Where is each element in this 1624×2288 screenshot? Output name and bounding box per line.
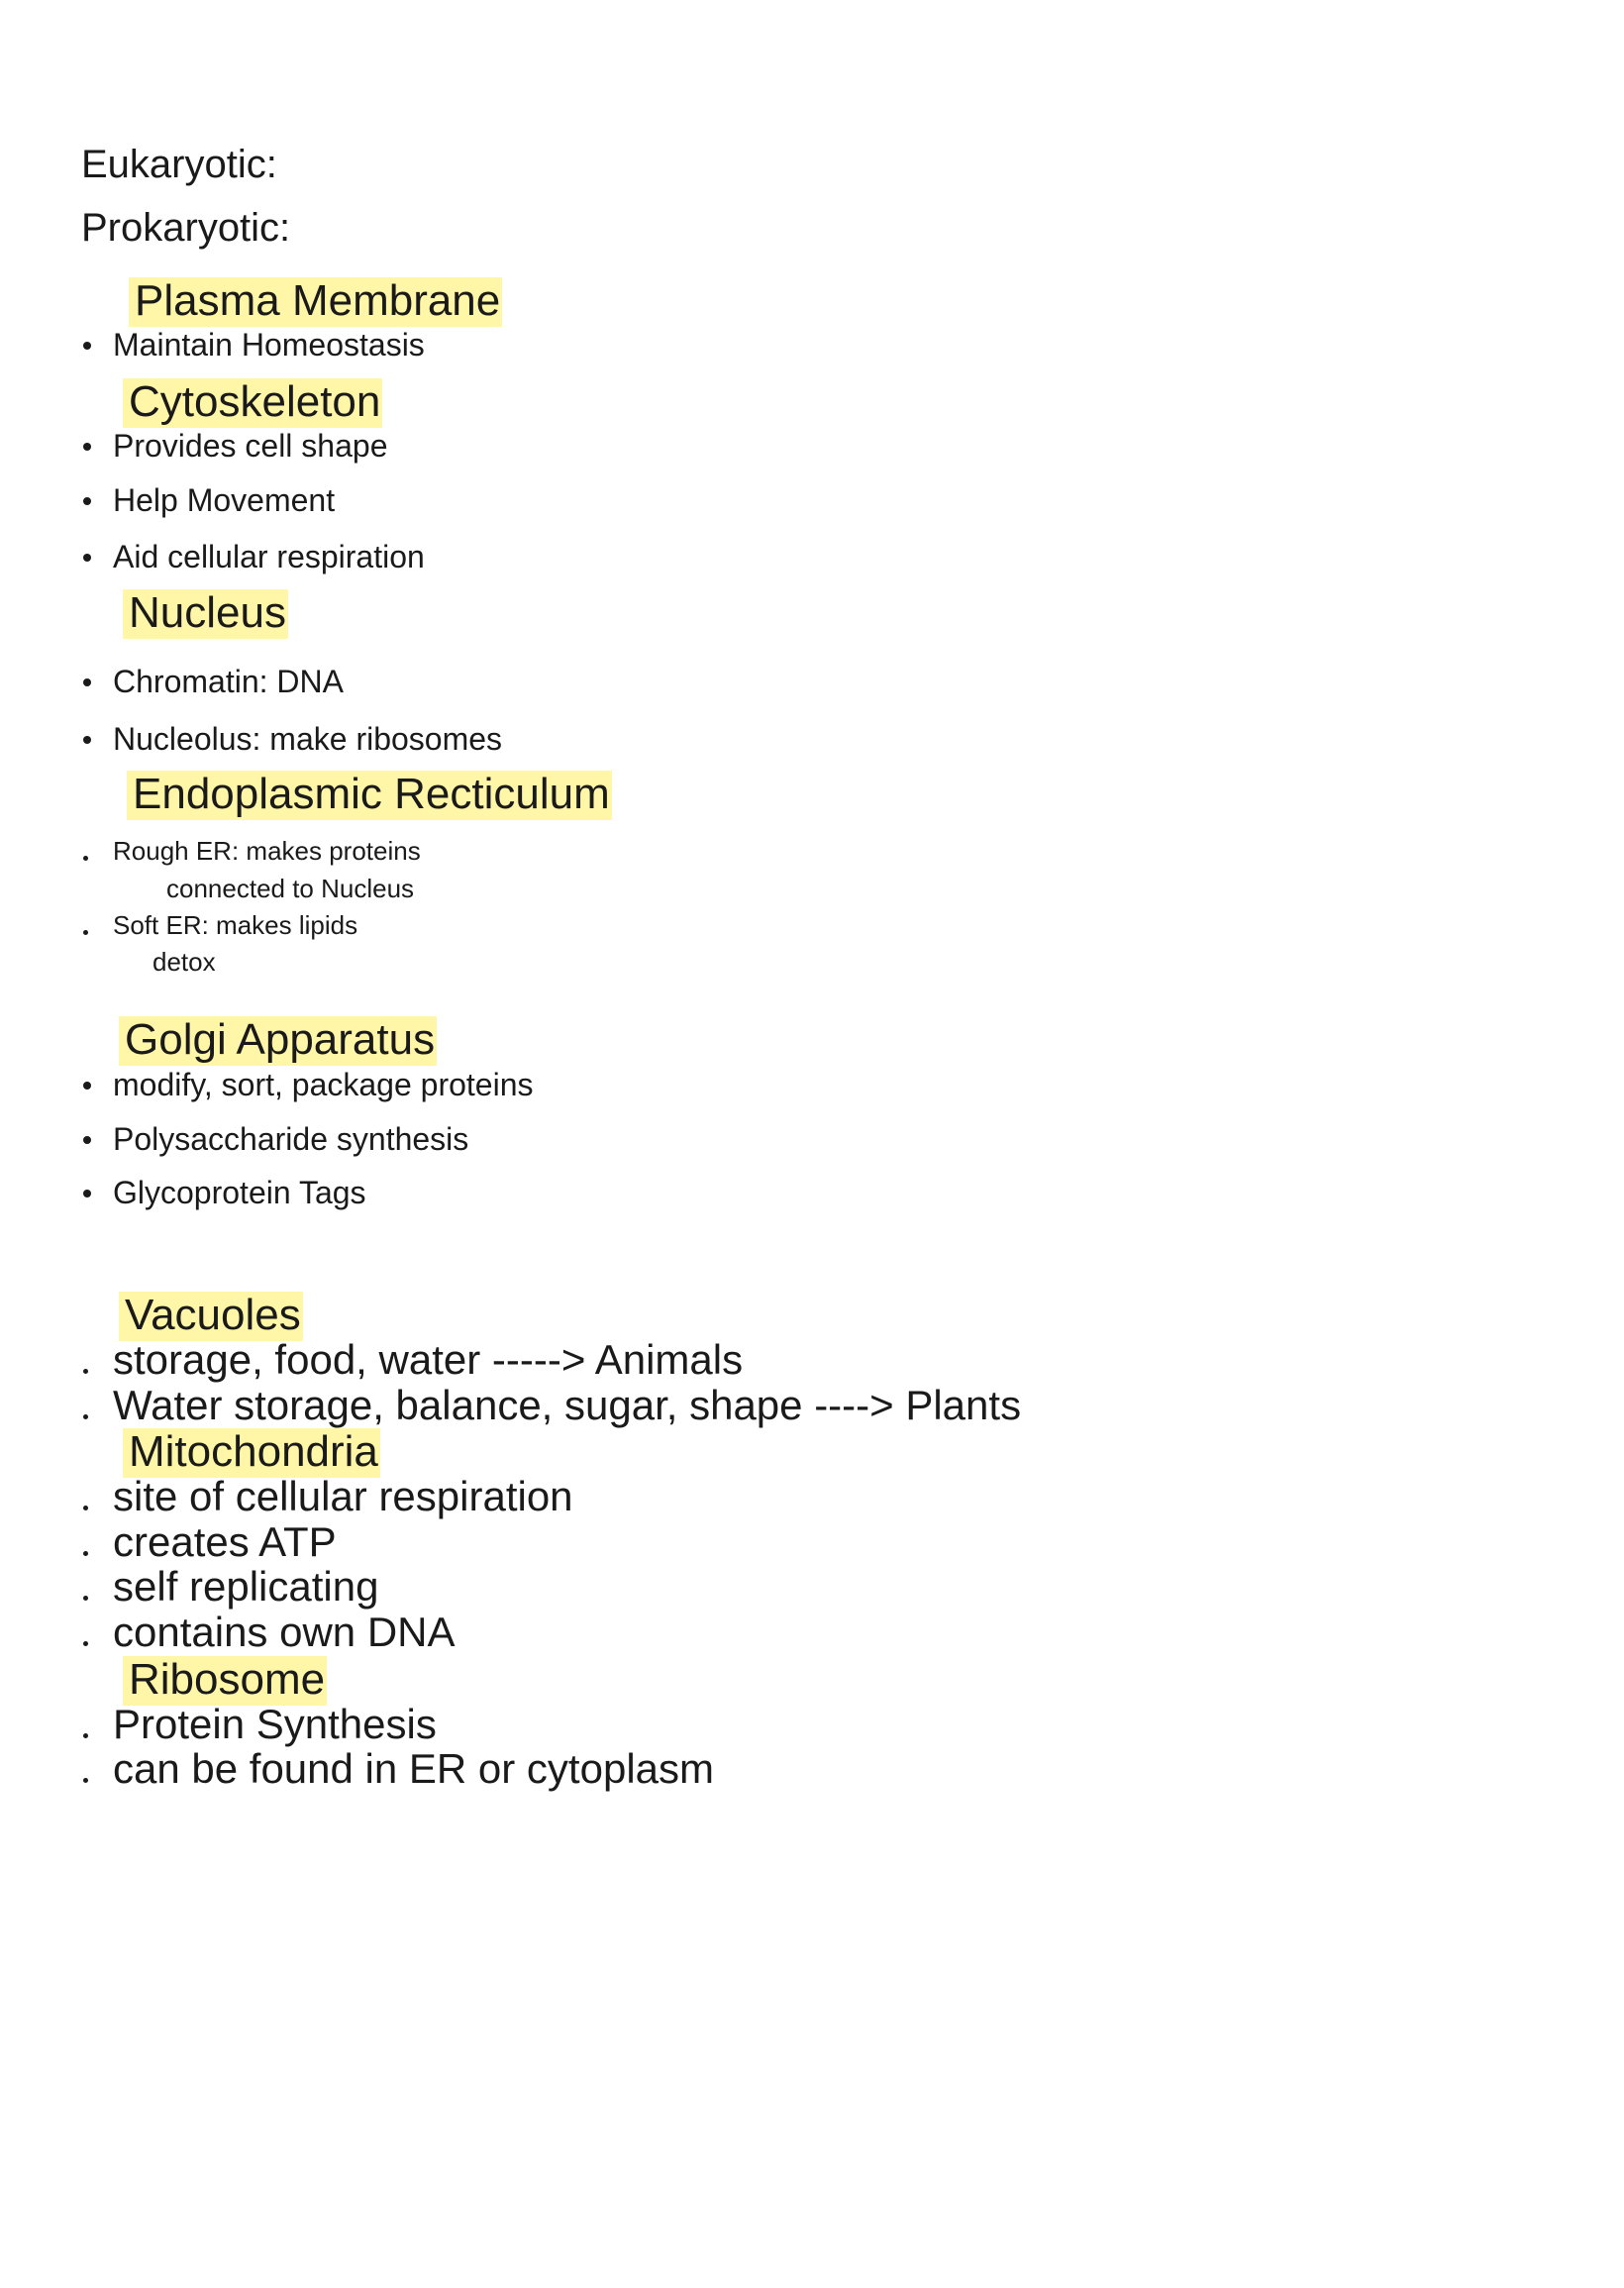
bullet-icon — [83, 1641, 88, 1646]
bullet-icon — [83, 930, 88, 935]
bullet-icon — [83, 554, 91, 562]
bullet-icon — [83, 1551, 88, 1556]
bullet-icon — [83, 1778, 88, 1783]
plasma-membrane-heading: Plasma Membrane — [129, 277, 502, 327]
list-subitem: connected to Nucleus — [166, 874, 415, 903]
bullet-icon — [83, 1082, 91, 1090]
list-item: Water storage, balance, sugar, shape ----> Plants — [113, 1382, 1022, 1428]
list-item: modify, sort, package proteins — [113, 1067, 534, 1102]
list-item: Soft ER: makes lipids — [113, 910, 358, 940]
bullet-icon — [83, 1136, 91, 1144]
endoplasmic-reticulum-heading: Endoplasmic Recticulum — [127, 771, 612, 820]
list-item: site of cellular respiration — [113, 1473, 573, 1519]
bullet-icon — [83, 1506, 88, 1510]
list-item: Aid cellular respiration — [113, 539, 425, 574]
list-item: creates ATP — [113, 1518, 337, 1565]
bullet-icon — [83, 342, 91, 350]
list-item: Chromatin: DNA — [113, 664, 344, 699]
prokaryotic-label: Prokaryotic: — [81, 206, 291, 250]
golgi-apparatus-heading: Golgi Apparatus — [119, 1016, 437, 1066]
list-item: can be found in ER or cytoplasm — [113, 1745, 714, 1792]
vacuoles-heading: Vacuoles — [119, 1292, 303, 1341]
nucleus-heading: Nucleus — [123, 589, 288, 639]
bullet-icon — [83, 678, 91, 686]
ribosome-heading: Ribosome — [123, 1656, 327, 1706]
bullet-icon — [83, 1414, 88, 1419]
list-item: Glycoprotein Tags — [113, 1175, 366, 1210]
bullet-icon — [83, 1733, 88, 1738]
list-item: self replicating — [113, 1563, 379, 1610]
bullet-icon — [83, 1596, 88, 1601]
eukaryotic-label: Eukaryotic: — [81, 143, 277, 186]
list-item: Polysaccharide synthesis — [113, 1121, 469, 1157]
list-item: Maintain Homeostasis — [113, 327, 425, 363]
list-item: Rough ER: makes proteins — [113, 836, 421, 866]
list-item: storage, food, water -----> Animals — [113, 1336, 744, 1383]
bullet-icon — [83, 1369, 88, 1374]
cytoskeleton-heading: Cytoskeleton — [123, 378, 382, 428]
list-item: Protein Synthesis — [113, 1701, 437, 1747]
mitochondria-heading: Mitochondria — [123, 1428, 380, 1478]
list-item: Provides cell shape — [113, 428, 388, 464]
list-item: Help Movement — [113, 482, 336, 518]
bullet-icon — [83, 497, 91, 505]
bullet-icon — [83, 856, 88, 861]
bullet-icon — [83, 443, 91, 451]
list-item: Nucleolus: make ribosomes — [113, 721, 503, 757]
list-subitem: detox — [152, 947, 216, 977]
bullet-icon — [83, 1190, 91, 1197]
bullet-icon — [83, 736, 91, 744]
list-item: contains own DNA — [113, 1609, 456, 1655]
